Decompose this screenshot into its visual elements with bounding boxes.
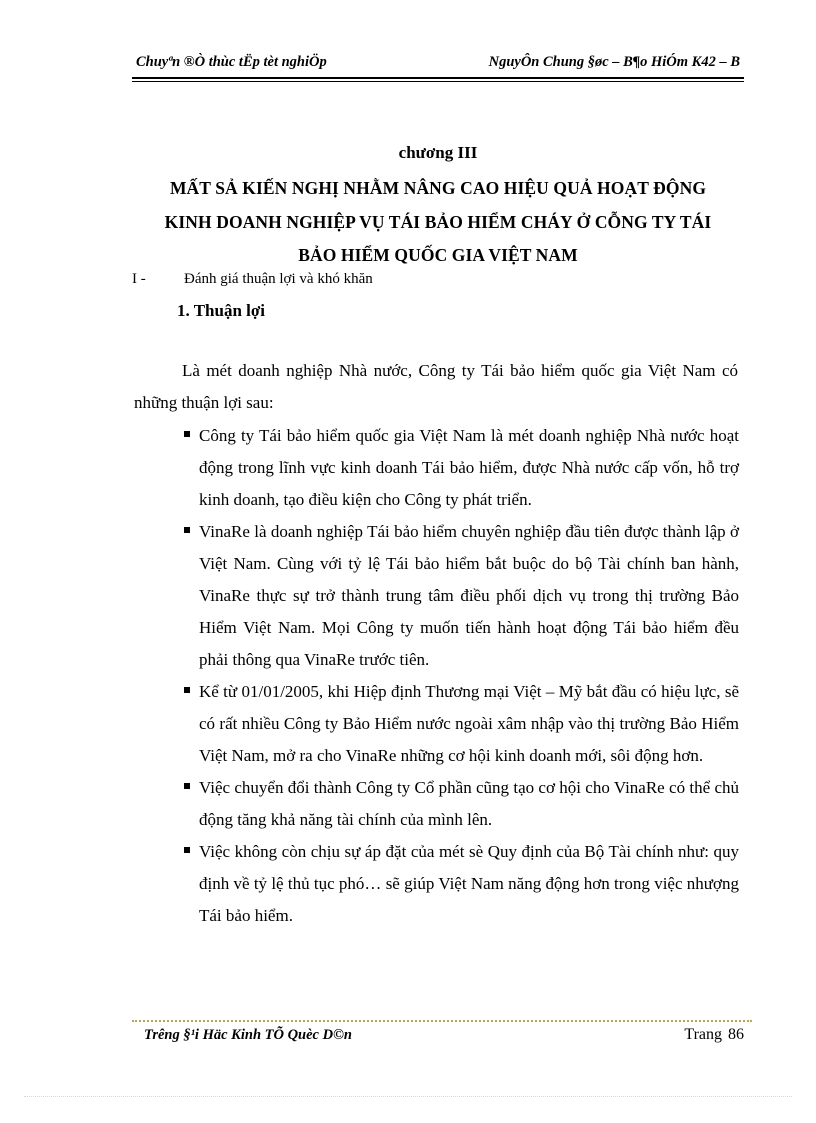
- list-item: [181, 420, 739, 516]
- bullet-square-icon: [184, 527, 190, 533]
- section-label: Đánh giá thuận lợi và khó khăn: [184, 271, 373, 287]
- section-number: I -: [132, 271, 146, 287]
- page-label: Trang: [684, 1026, 722, 1043]
- footer-divider: [132, 1020, 752, 1022]
- chapter-title: [132, 172, 744, 273]
- bullet-square-icon: [184, 431, 190, 437]
- header-left-text: Chuyªn ®Ò thùc tËp tèt nghiÖp: [136, 54, 327, 70]
- list-item-text: Kể từ 01/01/2005, khi Hiệp định Thương mại Việt – Mỹ bắt đầu có hiệu lực, sẽ có rất nhiều Công ty Bảo Hiểm nước ngoài xâm nhập vào thị trường Bảo Hiểm Việt Nam, mở ra cho VinaRe những cơ hội kinh doanh mới, sôi động hơn.: [199, 682, 739, 765]
- list-item: [181, 836, 739, 932]
- footer-page: [684, 1026, 744, 1044]
- bullet-square-icon: [184, 847, 190, 853]
- bullet-square-icon: [184, 783, 190, 789]
- header-divider-thin: [132, 81, 744, 82]
- footer-university: Trêng §¹i Häc Kinh TÕ Quèc D©n: [144, 1027, 352, 1043]
- list-item: [181, 676, 739, 772]
- list-item-text: Việc không còn chịu sự áp đặt của mét sè Quy định của Bộ Tài chính như: quy định về tỷ lệ thủ tục phó… sẽ giúp Việt Nam năng động hơn trong việc nhượng Tái bảo hiểm.: [199, 842, 739, 925]
- chapter-title-line: MẤT SẢ KIẾN NGHỊ NHẰM NÂNG CAO HIỆU QUẢ HOẠT ĐỘNG: [169, 178, 707, 198]
- chapter-title-line: KINH DOANH NGHIỆP VỤ TÁI BẢO HIỂM CHÁY Ở CỖNG TY TÁI: [164, 211, 712, 232]
- chapter-title-line: BẢO HIỂM QUỐC GIA VIỆT NAM: [298, 245, 578, 265]
- list-item-text: Việc chuyển đổi thành Công ty Cổ phần cũng tạo cơ hội cho VinaRe có thể chủ động tăng khả năng tài chính của mình lên.: [199, 778, 739, 829]
- page-bottom-border: [24, 1096, 792, 1097]
- advantages-list: [181, 420, 739, 932]
- list-item: [181, 772, 739, 836]
- list-item-text: VinaRe là doanh nghiệp Tái bảo hiểm chuyên nghiệp đầu tiên được thành lập ở Việt Nam. Cùng với tỷ lệ Tái bảo hiểm bắt buộc do bộ Tài chính ban hành, VinaRe thực sự trở thành trung tâm điều phối dịch vụ trong thị trường Bảo Hiểm Việt Nam. Mọi Công ty muốn tiến hành hoạt động Tái bảo hiểm đều phải thông qua VinaRe trước tiên.: [199, 522, 739, 669]
- intro-paragraph: Là mét doanh nghiệp Nhà nước, Công ty Tái bảo hiểm quốc gia Việt Nam có những thuận lợi sau:: [134, 361, 738, 412]
- bullet-square-icon: [184, 687, 190, 693]
- header-right-text: NguyÔn Chung §øc – B¶o HiÓm K42 – B: [488, 54, 740, 70]
- subsection-heading: 1. Thuận lợi: [177, 301, 266, 320]
- chapter-heading: chương III: [398, 143, 478, 162]
- section-heading: [132, 271, 373, 288]
- page-number: 86: [728, 1026, 744, 1043]
- list-item-text: Công ty Tái bảo hiểm quốc gia Việt Nam là mét doanh nghiệp Nhà nước hoạt động trong lĩnh vực kinh doanh Tái bảo hiểm, được Nhà nước cấp vốn, hỗ trợ kinh doanh, tạo điều kiện cho Công ty phát triển.: [199, 426, 739, 509]
- header-divider: [132, 77, 744, 79]
- page-header: [132, 52, 744, 76]
- list-item: [181, 516, 739, 676]
